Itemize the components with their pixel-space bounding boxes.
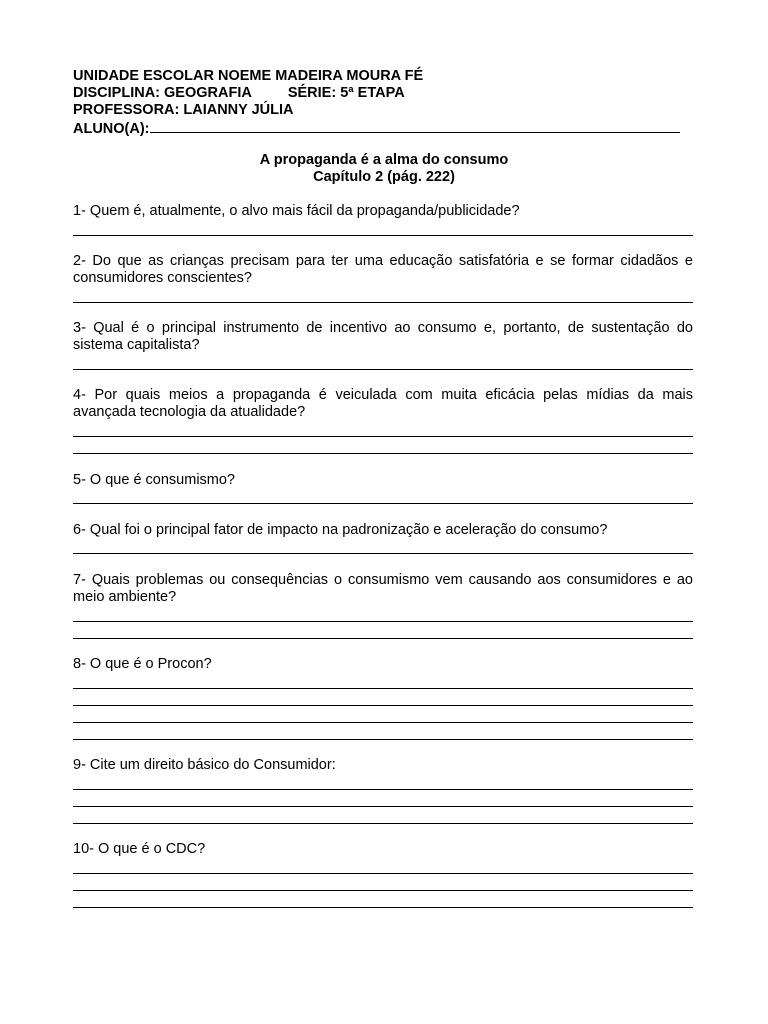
answer-line[interactable] [73,823,693,824]
worksheet-title: A propaganda é a alma do consumo [259,152,509,168]
answer-line[interactable] [73,369,693,370]
student-label: ALUNO(A): [73,121,150,137]
answer-line[interactable] [73,235,693,236]
answer-line[interactable] [73,453,693,454]
student-name-blank[interactable] [150,119,680,133]
answer-line[interactable] [73,553,693,554]
answer-line[interactable] [73,705,693,706]
discipline-series-line [73,85,405,102]
answer-line[interactable] [73,739,693,740]
answer-line[interactable] [73,503,693,504]
question-5: 5- O que é consumismo? [73,472,235,488]
question-6: 6- Qual foi o principal fator de impacto na padronização e aceleração do consumo? [73,522,608,538]
answer-line[interactable] [73,638,693,639]
answer-line[interactable] [73,789,693,790]
answer-line[interactable] [73,302,693,303]
question-4: 4- Por quais meios a propaganda é veiculada com muita eficácia pelas mídias da mais avançada tecnologia da atualidade? [73,387,693,420]
answer-line[interactable] [73,621,693,622]
question-10: 10- O que é o CDC? [73,841,206,857]
chapter-reference: Capítulo 2 (pág. 222) [313,169,455,185]
answer-line[interactable] [73,722,693,723]
series: SÉRIE: 5ª ETAPA [287,85,405,101]
answer-line[interactable] [73,688,693,689]
question-2: 2- Do que as crianças precisam para ter uma educação satisfatória e se formar cidadãos e consumidores conscientes? [73,253,693,286]
answer-line[interactable] [73,873,693,874]
answer-line[interactable] [73,806,693,807]
answer-line[interactable] [73,436,693,437]
question-1: 1- Quem é, atualmente, o alvo mais fácil da propaganda/publicidade? [73,203,520,219]
question-8: 8- O que é o Procon? [73,656,212,672]
answer-line[interactable] [73,890,693,891]
discipline: DISCIPLINA: GEOGRAFIA [73,85,252,101]
answer-line[interactable] [73,907,693,908]
student-line [73,119,680,138]
question-3: 3- Qual é o principal instrumento de incentivo ao consumo e, portanto, de sustentação do sistema capitalista? [73,320,693,353]
school-name: UNIDADE ESCOLAR NOEME MADEIRA MOURA FÉ [73,68,424,84]
question-7: 7- Quais problemas ou consequências o consumismo vem causando aos consumidores e ao meio ambiente? [73,572,693,605]
question-9: 9- Cite um direito básico do Consumidor: [73,757,336,773]
teacher-name: PROFESSORA: LAIANNY JÚLIA [73,102,294,118]
